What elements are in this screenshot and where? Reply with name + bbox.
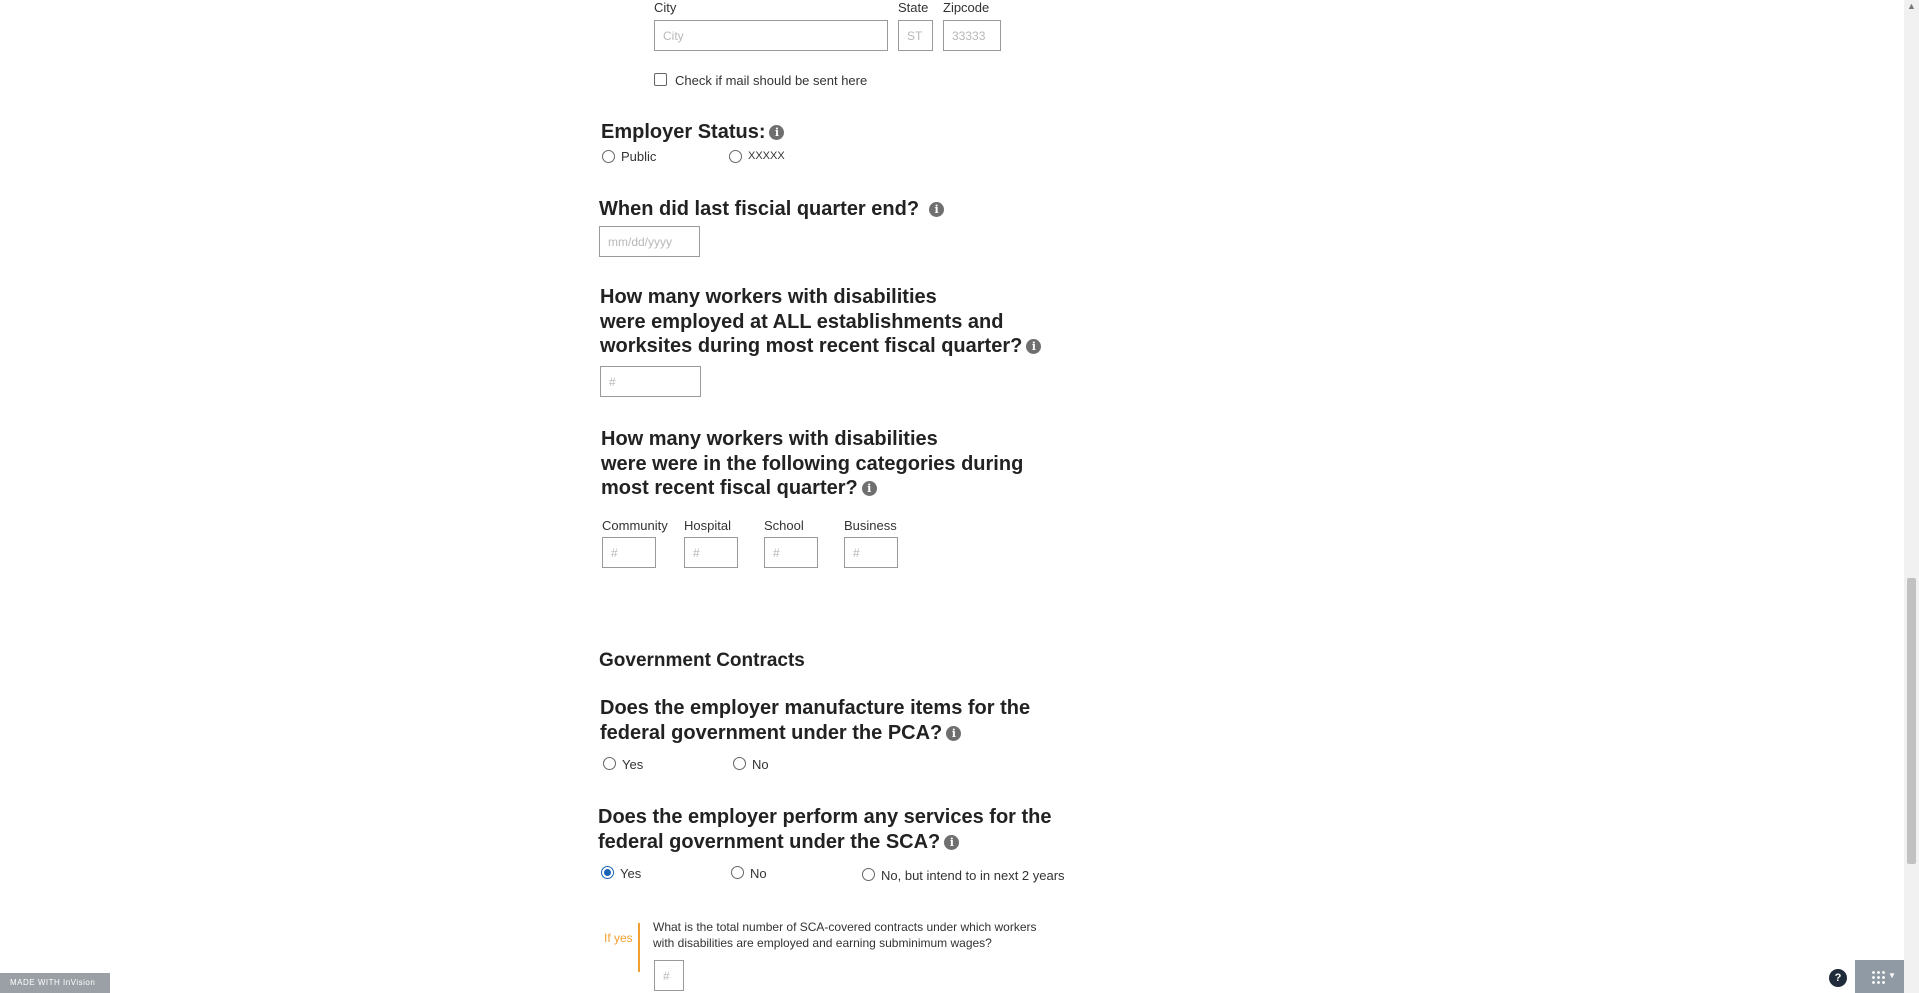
info-icon[interactable]: i — [1026, 339, 1041, 354]
workers-all-line1: How many workers with disabilities — [600, 286, 937, 308]
pca-question — [600, 696, 1030, 745]
vertical-scrollbar[interactable] — [1904, 0, 1919, 993]
employer-status-text: Employer Status: — [601, 121, 766, 143]
mail-checkbox[interactable] — [654, 73, 667, 86]
made-with-invision-badge[interactable]: MADE WITH InVision — [0, 973, 110, 993]
category-community-label: Community — [602, 518, 668, 533]
sca-no-label: No — [750, 866, 767, 881]
employer-xxxxx-label: XXXXX — [748, 150, 785, 162]
government-contracts-heading: Government Contracts — [599, 650, 805, 671]
workers-all-input[interactable] — [600, 366, 701, 397]
radio-employer-public[interactable] — [602, 150, 615, 163]
radio-pca-no[interactable] — [733, 757, 746, 770]
info-icon[interactable]: i — [944, 835, 959, 850]
radio-sca-no[interactable] — [731, 866, 744, 879]
info-icon[interactable]: i — [929, 202, 944, 217]
workers-all-line3: worksites during most recent fiscal quarter? — [600, 335, 1023, 357]
pca-line1: Does the employer manufacture items for the — [600, 697, 1031, 719]
category-hospital-label: Hospital — [684, 518, 731, 533]
zip-input[interactable] — [943, 20, 1001, 51]
workers-categories-line1: How many workers with disabilities — [601, 428, 938, 450]
if-yes-line2: with disabilities are employed and earning subminimum wages? — [653, 936, 992, 950]
if-yes-tag: If yes — [604, 931, 633, 945]
category-hospital-input[interactable] — [684, 537, 738, 568]
fiscal-quarter-text: When did last fiscial quarter end? — [599, 198, 920, 220]
scrollbar-thumb[interactable] — [1907, 578, 1916, 864]
employer-public-label: Public — [621, 149, 657, 164]
sca-yes-label: Yes — [620, 866, 642, 881]
if-yes-line1: What is the total number of SCA-covered contracts under which workers — [653, 920, 1037, 934]
fiscal-quarter-question — [599, 198, 944, 221]
caret-down-icon: ▼ — [1888, 971, 1896, 980]
info-icon[interactable]: i — [946, 726, 961, 741]
state-input[interactable] — [898, 20, 933, 51]
sca-line2: federal government under the SCA? — [598, 830, 941, 853]
grid-icon — [1871, 970, 1885, 984]
category-community-input[interactable] — [602, 537, 656, 568]
info-icon[interactable]: i — [769, 125, 784, 140]
workers-categories-line2: were were in the following categories during — [601, 452, 1024, 475]
sca-question — [598, 805, 1052, 854]
app-grid-button[interactable] — [1855, 960, 1904, 993]
category-business-label: Business — [844, 518, 897, 533]
city-label: City — [654, 0, 677, 15]
pca-line2: federal government under the PCA? — [600, 721, 943, 744]
pca-no-label: No — [752, 757, 769, 772]
sca-line1: Does the employer perform any services for the — [598, 806, 1052, 828]
scroll-up-arrow-icon[interactable]: ▲ — [1907, 1, 1916, 11]
city-input[interactable] — [654, 20, 888, 51]
pca-yes-label: Yes — [622, 757, 644, 772]
fiscal-quarter-date-input[interactable] — [599, 226, 700, 257]
mail-checkbox-label: Check if mail should be sent here — [675, 73, 868, 88]
workers-categories-question — [601, 427, 1023, 501]
radio-employer-xxxxx[interactable] — [729, 150, 742, 163]
category-business-input[interactable] — [844, 537, 898, 568]
info-icon[interactable]: i — [862, 481, 877, 496]
if-yes-question — [653, 919, 1037, 951]
radio-pca-yes[interactable] — [603, 757, 616, 770]
workers-all-line2: were employed at ALL establishments and — [600, 310, 1004, 333]
sca-no-intend-label: No, but intend to in next 2 years — [881, 868, 1065, 883]
workers-categories-line3: most recent fiscal quarter? — [601, 477, 858, 499]
employer-status-question — [601, 121, 784, 144]
category-school-label: School — [764, 518, 804, 533]
state-label: State — [898, 0, 929, 15]
help-button[interactable]: ? — [1829, 969, 1847, 987]
sca-contracts-count-input[interactable] — [654, 960, 684, 991]
category-school-input[interactable] — [764, 537, 818, 568]
radio-sca-yes[interactable] — [601, 866, 614, 879]
zip-label: Zipcode — [943, 0, 990, 15]
if-yes-divider — [638, 923, 640, 972]
radio-sca-no-intend[interactable] — [862, 868, 875, 881]
workers-all-question — [600, 285, 1041, 359]
